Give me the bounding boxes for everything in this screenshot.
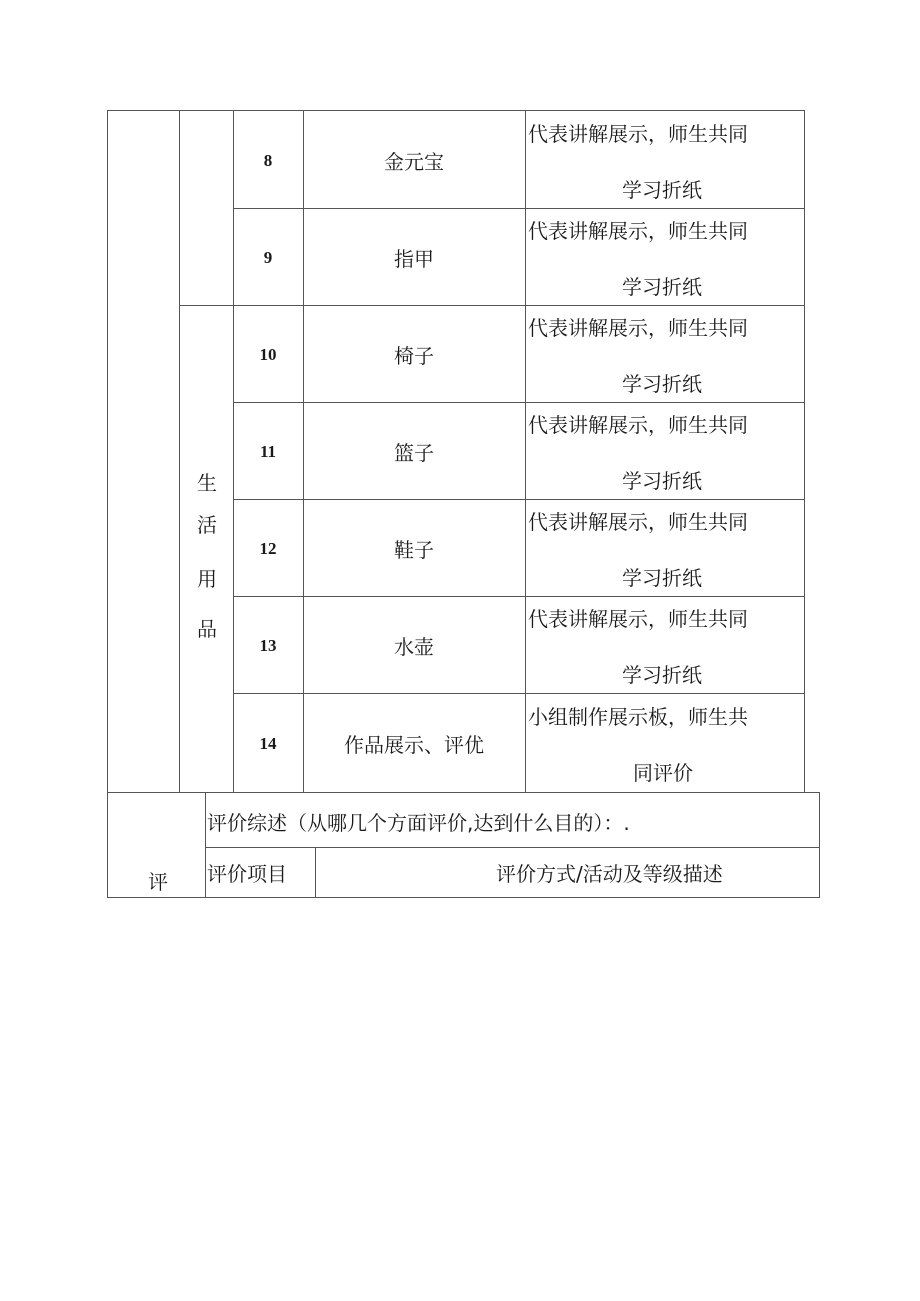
row-number: 10 xyxy=(259,345,277,364)
grid-line xyxy=(233,693,805,694)
row-topic: 椅子 xyxy=(394,344,434,368)
category-char: 品 xyxy=(197,617,217,641)
grid-line xyxy=(107,792,820,793)
row-description-line2: 学习折纸 xyxy=(622,275,702,299)
row-description-line1: 小组制作展示板，师生共 xyxy=(528,705,748,729)
evaluation-method-header: 评价方式/活动及等级描述 xyxy=(496,862,723,886)
evaluation-summary: 评价综述（从哪几个方面评价,达到什么目的）：. xyxy=(207,811,630,835)
grid-line xyxy=(107,897,820,898)
row-description-line2: 同评价 xyxy=(633,761,693,785)
grid-line xyxy=(233,596,805,597)
evaluation-item-header: 评价项目 xyxy=(207,862,287,886)
grid-line xyxy=(205,847,820,848)
grid-line xyxy=(180,305,805,306)
grid-line xyxy=(107,110,805,111)
category-char: 生 xyxy=(197,471,217,495)
row-description-line2: 学习折纸 xyxy=(622,469,702,493)
row-description-line1: 代表讲解展示，师生共同 xyxy=(528,510,748,534)
grid-line xyxy=(233,402,805,403)
row-description-line1: 代表讲解展示，师生共同 xyxy=(528,122,748,146)
category-char: 用 xyxy=(197,567,217,591)
row-number: 13 xyxy=(259,636,277,655)
grid-line xyxy=(804,110,805,793)
grid-line xyxy=(233,208,805,209)
row-description-line2: 学习折纸 xyxy=(622,566,702,590)
row-topic: 鞋子 xyxy=(394,538,434,562)
row-description-line2: 学习折纸 xyxy=(622,663,702,687)
category-char: 活 xyxy=(197,513,217,537)
row-number: 11 xyxy=(259,442,277,461)
grid-line xyxy=(179,110,180,793)
row-description-line1: 代表讲解展示，师生共同 xyxy=(528,607,748,631)
row-topic: 篮子 xyxy=(394,441,434,465)
row-number: 14 xyxy=(259,734,277,753)
grid-line xyxy=(315,847,316,898)
row-topic: 金元宝 xyxy=(384,150,444,174)
evaluation-side-label: 评 xyxy=(148,870,168,894)
row-description-line1: 代表讲解展示，师生共同 xyxy=(528,316,748,340)
row-number: 8 xyxy=(263,151,273,170)
grid-line xyxy=(525,110,526,793)
row-description-line1: 代表讲解展示，师生共同 xyxy=(528,219,748,243)
row-topic: 指甲 xyxy=(394,247,434,271)
row-description-line2: 学习折纸 xyxy=(622,178,702,202)
grid-line xyxy=(107,110,108,898)
grid-line xyxy=(819,792,820,898)
row-number: 9 xyxy=(263,248,273,267)
row-number: 12 xyxy=(259,539,277,558)
grid-line xyxy=(233,499,805,500)
grid-line xyxy=(205,792,206,898)
row-description-line2: 学习折纸 xyxy=(622,372,702,396)
row-topic: 作品展示、评优 xyxy=(344,733,484,757)
row-description-line1: 代表讲解展示，师生共同 xyxy=(528,413,748,437)
row-topic: 水壶 xyxy=(394,635,434,659)
